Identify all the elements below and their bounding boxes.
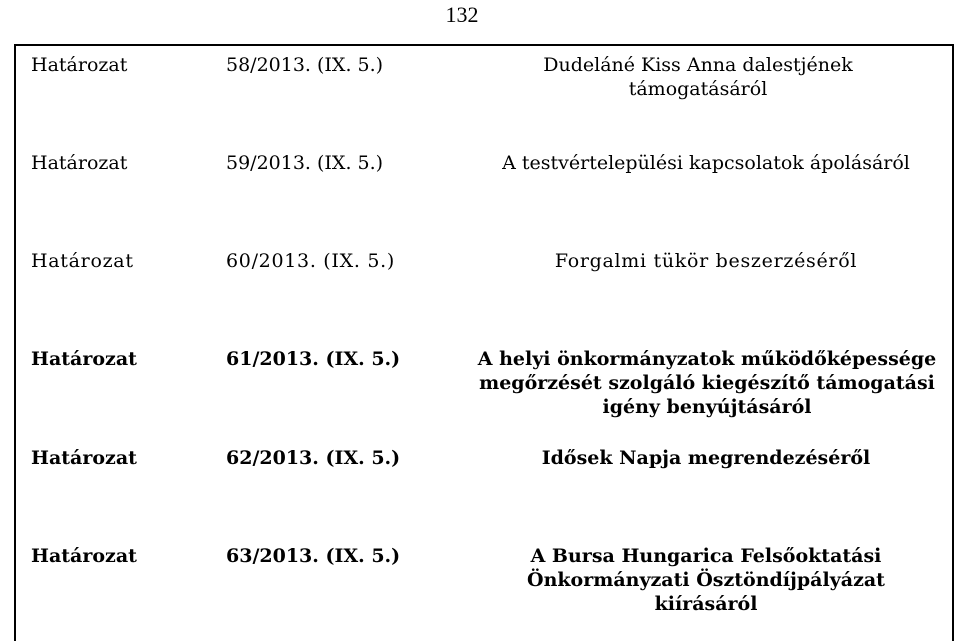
resolution-number: 60/2013. (IX. 5.)	[226, 250, 395, 272]
resolution-type: Határozat	[31, 152, 128, 174]
resolution-subject: Forgalmi tükör beszerzéséről	[554, 250, 858, 272]
resolution-number: 59/2013. (IX. 5.)	[226, 152, 384, 174]
resolution-subject: Idősek Napja megrendezéséről	[541, 447, 871, 469]
page-number: 132	[445, 2, 479, 27]
resolution-number: 63/2013. (IX. 5.)	[226, 545, 401, 567]
resolution-subject: A helyi önkormányzatok működőképessége megőrzését szolgáló kiegészítő támogatási igény benyújtásáról	[477, 348, 937, 418]
resolution-type: Határozat	[31, 348, 137, 370]
resolution-type: Határozat	[31, 545, 137, 567]
resolution-number: 58/2013. (IX. 5.)	[226, 54, 384, 76]
resolution-subject: A Bursa Hungarica Felsőoktatási Önkormányzati Ösztöndíjpályázat kiírásáról	[527, 545, 885, 615]
resolution-type: Határozat	[31, 54, 128, 76]
resolution-number: 62/2013. (IX. 5.)	[226, 447, 401, 469]
resolution-subject: A testvértelepülési kapcsolatok ápolásáról	[502, 152, 910, 174]
resolution-type: Határozat	[31, 447, 137, 469]
resolution-subject: Dudeláné Kiss Anna dalestjének támogatásáról	[543, 54, 853, 100]
resolution-type: Határozat	[31, 250, 134, 272]
resolution-number: 61/2013. (IX. 5.)	[226, 348, 401, 370]
